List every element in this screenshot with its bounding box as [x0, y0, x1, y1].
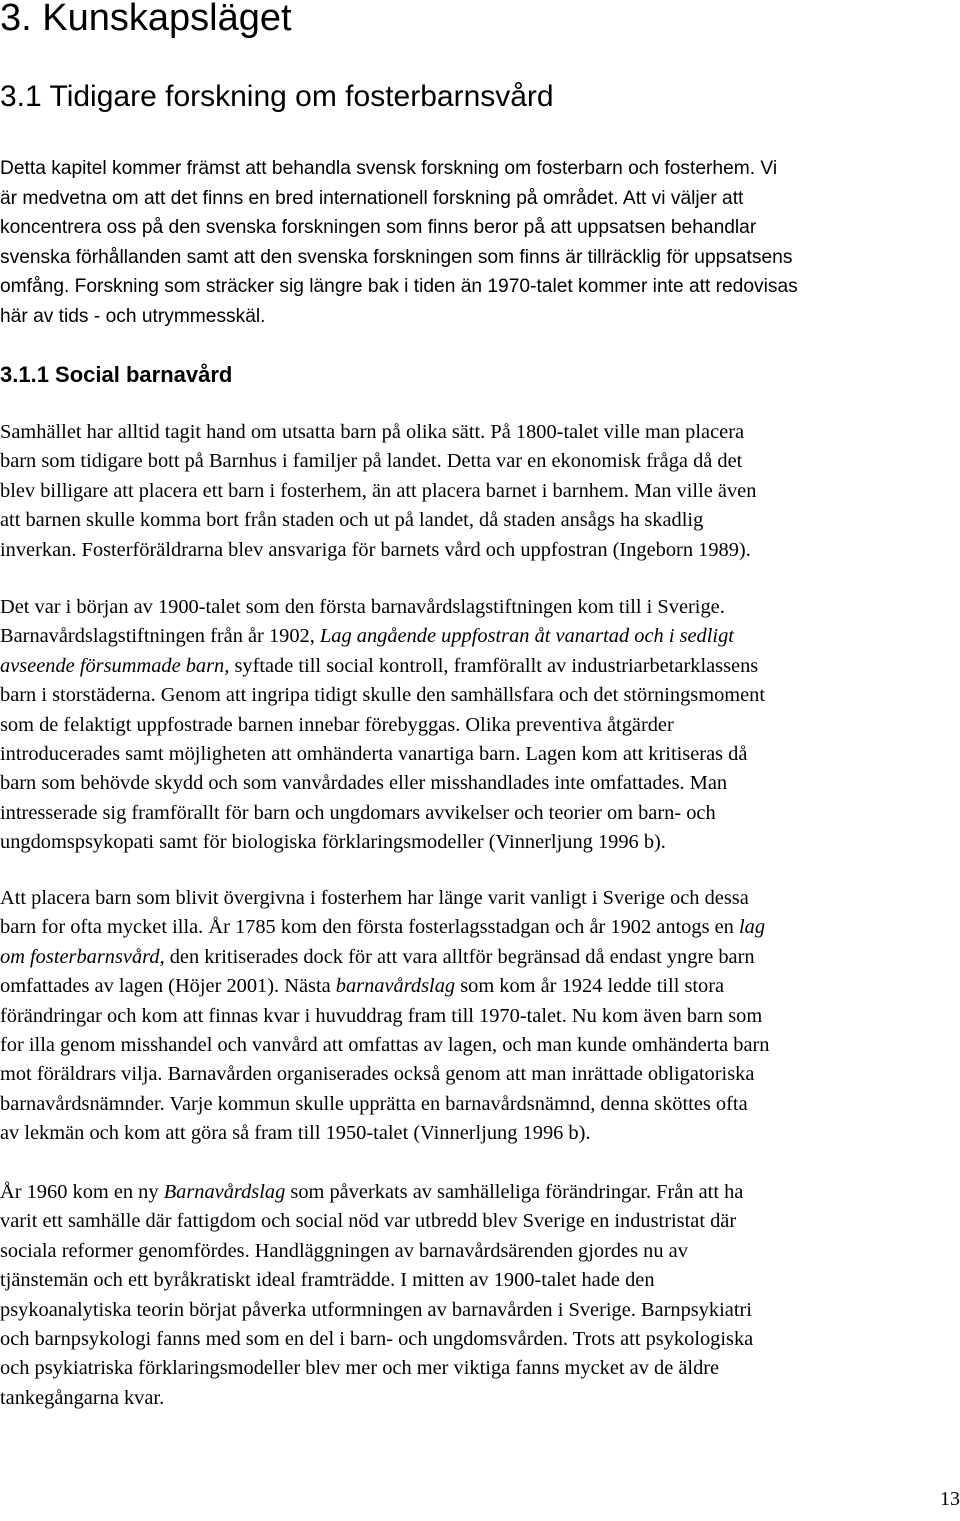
- paragraph-social-care: [0, 418, 960, 565]
- text-line: [0, 652, 960, 681]
- text-line: barn som tidigare bott på Barnhus i familjer på landet. Detta var en ekonomisk fråga då det: [0, 450, 743, 473]
- text-line: tankegångarna kvar.: [0, 1386, 165, 1409]
- text-line: koncentrera oss på den svenska forskningen som finns beror på att uppsatsen behandlar: [0, 217, 757, 239]
- text-line: psykoanalytiska teorin börjat påverka utformningen av barnavården i Sverige. Barnpsykiatri: [0, 1298, 752, 1321]
- text-line: är medvetna om att det finns en bred internationell forskning på området. Att vi väljer att: [0, 187, 744, 209]
- text-line: mot föräldrars vilja. Barnavården organiserades också genom att man inrättade obligatoriska: [0, 1063, 755, 1086]
- text-segment: som kom år 1924 ledde till stora: [455, 975, 725, 998]
- text-line: blev billigare att placera ett barn i fosterhem, än att placera barnet i barnhem. Man ville även: [0, 479, 757, 502]
- text-line: Samhället har alltid tagit hand om utsatta barn på olika sätt. På 1800-talet ville man placera: [0, 421, 745, 443]
- text-line: och psykiatriska förklaringsmodeller blev mer och mer viktiga fanns mycket av de äldre: [0, 1357, 720, 1380]
- text-line: svenska förhållanden samt att den svenska forskningen som finns är tillräcklig för uppsatsens: [0, 246, 793, 268]
- text-line: inverkan. Fosterföräldrarna blev ansvariga för barnets vård och uppfostran (Ingeborn 1989).: [0, 538, 751, 561]
- text-line: [0, 943, 960, 972]
- text-line: Att placera barn som blivit övergivna i fosterhem har länge varit vanligt i Sverige och dessa: [0, 887, 749, 909]
- text-segment: Barnavårdslagstiftningen från år 1902,: [0, 625, 320, 648]
- text-segment: År 1960 kom en ny: [0, 1181, 164, 1203]
- text-line: här av tids - och utrymmesskäl.: [0, 305, 266, 327]
- text-line: intresserade sig framförallt för barn och ungdomars avvikelser och teorier om barn- och: [0, 801, 716, 824]
- text-line: Detta kapitel kommer främst att behandla svensk forskning om fosterbarn och fosterhem. Vi: [0, 158, 778, 179]
- text-line: for illa genom misshandel och vanvård att omfattas av lagen, och man kunde omhänderta barn: [0, 1034, 770, 1057]
- text-segment: som påverkats av samhälleliga förändringar. Från att ha: [285, 1181, 744, 1203]
- text-line: [0, 913, 960, 942]
- subsection-title: 3.1.1 Social barnavård: [0, 362, 233, 387]
- text-line: sociala reformer genomfördes. Handläggningen av barnavårdsärenden gjordes nu av: [0, 1239, 688, 1262]
- intro-paragraph: [0, 154, 960, 332]
- text-line: [0, 622, 960, 651]
- text-line: att barnen skulle komma bort från staden och ut på landet, då staden ansågs ha skadlig: [0, 509, 704, 532]
- text-line: [0, 972, 960, 1001]
- law-title-italic: lag: [738, 916, 766, 939]
- text-line: varit ett samhälle där fattigdom och social nöd var utbredd blev Sverige en industristat där: [0, 1210, 737, 1233]
- text-line: ungdomspsykopati samt för biologiska förklaringsmodeller (Vinnerljung 1996 b).: [0, 831, 666, 854]
- text-line: [0, 1178, 960, 1207]
- section-title: 3.1 Tidigare forskning om fosterbarnsvård: [0, 80, 554, 113]
- law-title-italic: Barnavårdslag: [163, 1181, 286, 1203]
- chapter-title: 3. Kunskapsläget: [0, 0, 292, 39]
- text-line: som de felaktigt uppfostrade barnen innebar förebyggas. Olika preventiva åtgärder: [0, 713, 674, 736]
- text-line: barn i storstäderna. Genom att ingripa tidigt skulle den samhällsfara och det störningsmoment: [0, 684, 766, 707]
- text-line: barn som behövde skydd och som vanvårdades eller misshandlades inte omfattades. Man: [0, 772, 728, 795]
- law-title-italic: Lag angående uppfostran åt vanartad och i sedligt: [319, 625, 734, 648]
- text-line: Det var i början av 1900-talet som den första barnavårdslagstiftningen kom till i Sverige.: [0, 596, 725, 618]
- page-number: 13: [940, 1488, 960, 1510]
- text-line: barnavårdsnämnder. Varje kommun skulle upprätta en barnavårdsnämnd, denna sköttes ofta: [0, 1092, 748, 1115]
- text-segment: barn for ofta mycket illa. År 1785 kom den första fosterlagsstadgan och år 1902 antogs en: [0, 916, 739, 939]
- text-line: omfång. Forskning som sträcker sig längre bak i tiden än 1970-talet kommer inte att redovisas: [0, 276, 798, 298]
- paragraph-1902-law: [0, 593, 960, 858]
- text-line: av lekmän och kom att göra så fram till 1950-talet (Vinnerljung 1996 b).: [0, 1122, 591, 1145]
- text-line: introducerades samt möjligheten att omhänderta vanartiga barn. Lagen kom att kritiseras då: [0, 743, 748, 766]
- text-line: och barnpsykologi fanns med som en del i barn- och ungdomsvården. Trots att psykologiska: [0, 1328, 754, 1351]
- text-segment: syftade till social kontroll, framförallt av industriarbetarklassens: [229, 654, 759, 677]
- text-line: tjänstemän och ett byråkratiskt ideal framträdde. I mitten av 1900-talet hade den: [0, 1269, 655, 1292]
- law-title-italic: om fosterbarnsvård,: [0, 945, 165, 968]
- paragraph-foster-history: [0, 884, 960, 1149]
- paragraph-1960-law: [0, 1178, 960, 1413]
- law-title-italic: barnavårdslag: [335, 975, 456, 998]
- text-line: förändringar och kom att finnas kvar i huvuddrag fram till 1970-talet. Nu kom även barn som: [0, 1004, 763, 1027]
- law-title-italic: avseende försummade barn,: [0, 654, 230, 677]
- text-segment: omfattades av lagen (Höjer 2001). Nästa: [0, 975, 336, 998]
- text-segment: den kritiserades dock för att vara alltför begränsad då endast yngre barn: [164, 945, 755, 968]
